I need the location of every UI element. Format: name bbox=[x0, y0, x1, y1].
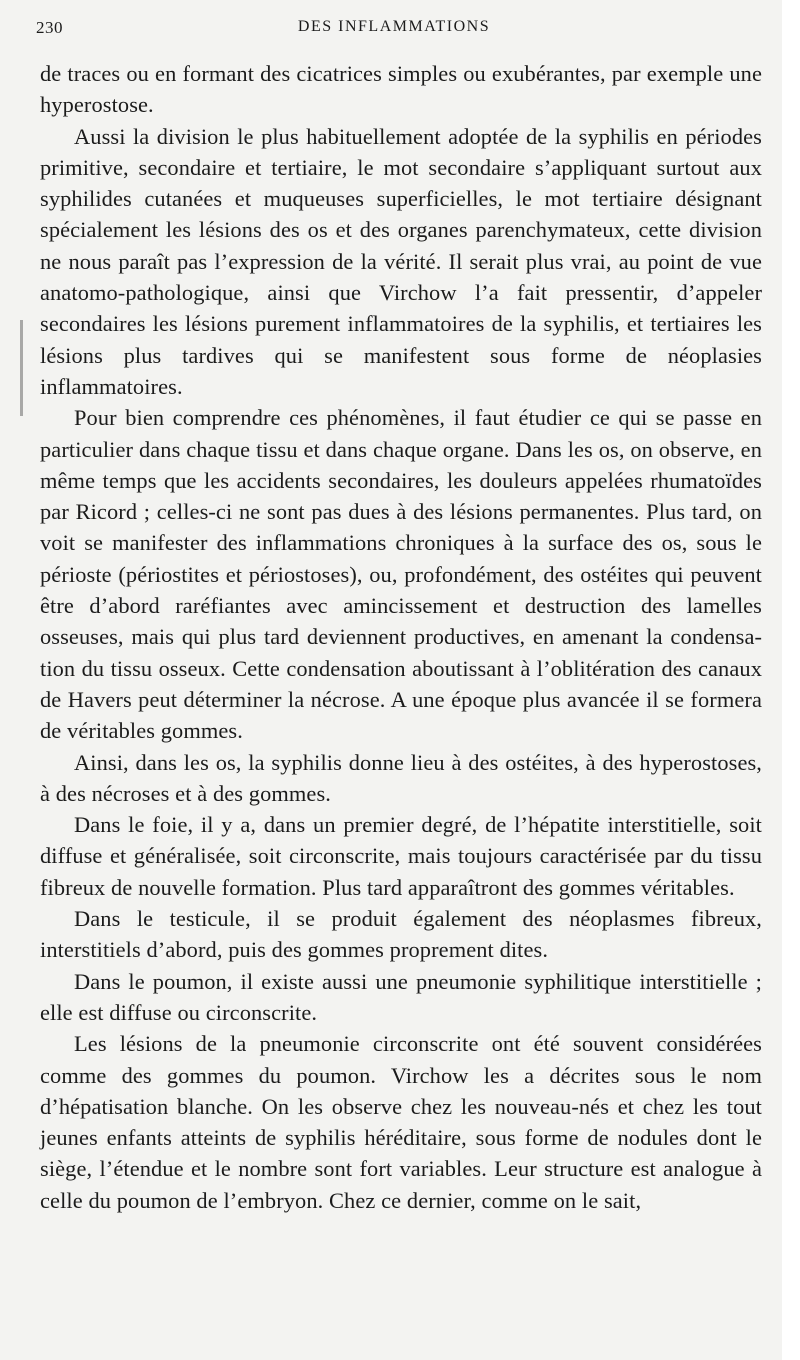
margin-mark bbox=[20, 320, 23, 416]
paragraph: Dans le foie, il y a, dans un premier degré, de l’hépatite interstitielle, soit diffuse et généralisée, soit circonscrite, mais toujours caractérisée par du tissu fibreux de nouvelle formation. Plus tard apparaîtront des gommes véritables. bbox=[40, 812, 762, 900]
page-number: 230 bbox=[36, 18, 63, 37]
paragraph: Ainsi, dans les os, la syphilis donne lieu à des ostéites, à des hyperostoses, à des nécroses et à des gommes. bbox=[40, 749, 762, 806]
paragraph: Aussi la division le plus habituellement adoptée de la syphilis en périodes primitive, secondaire et tertiaire, le mot secondaire s’appliquant surtout aux syphilides cutanées et muqueuses superficielles, le mot tertiaire désignant spécialement les lésions des os et des organes parenchymateux, cette division ne nous paraît pas l’expression de la vérité. Il serait plus vrai, au point de vue anatomo-pathologique, ainsi que Virchow l’a fait pressentir, d’appeler secondaires les lésions purement inflammatoires de la syphilis, et tertiaires les lésions plus tardives qui se manifestent sous forme de néoplasies inflammatoires. bbox=[40, 123, 762, 399]
running-head bbox=[36, 18, 752, 42]
paragraph: Pour bien comprendre ces phénomènes, il faut étudier ce qui se passe en particulier dans chaque tissu et dans chaque organe. Dans les os, on observe, en même temps que les accidents secondaires, les douleurs appelées rhumatoïdes par Ricord ; celles-ci ne sont pas dues à des lésions permanentes. Plus tard, on voit se manifester des inflammations chroniques à la surface des os, sous le périoste (périostites et périostoses), ou, profondément, des ostéites qui peuvent être d’abord raréfiantes avec amincissement et destruction des lamelles osseuses, mais qui plus tard deviennent productives, en amenant la condensation du tissu osseux. Cette condensation aboutissant à l’oblitération des canaux de Havers peut déterminer la nécrose. A une époque plus avancée il se formera de véritables gommes. bbox=[40, 405, 762, 744]
paragraph: Dans le testicule, il se produit également des néoplasmes fibreux, interstitiels d’abord, puis des gommes proprement dites. bbox=[40, 906, 762, 963]
paragraph: Dans le poumon, il existe aussi une pneumonie syphilitique interstitielle ; elle est diffuse ou circonscrite. bbox=[40, 968, 762, 1025]
running-title: DES INFLAMMATIONS bbox=[297, 18, 491, 35]
paragraph: de traces ou en formant des cicatrices simples ou exubérantes, par exemple une hyperostose. bbox=[40, 61, 762, 118]
body-text bbox=[40, 58, 762, 1216]
paragraph: Les lésions de la pneumonie circonscrite ont été souvent considérées comme des gommes du poumon. Virchow les a décrites sous le nom d’hépatisation blanche. On les observe chez les nouveau-nés et chez les tout jeunes enfants atteints de syphilis héréditaire, sous forme de nodules dont le siège, l’étendue et le nombre sont fort variables. Leur structure est analogue à celle du poumon de l’embryon. Chez ce dernier, comme on le sait, bbox=[40, 1031, 762, 1213]
